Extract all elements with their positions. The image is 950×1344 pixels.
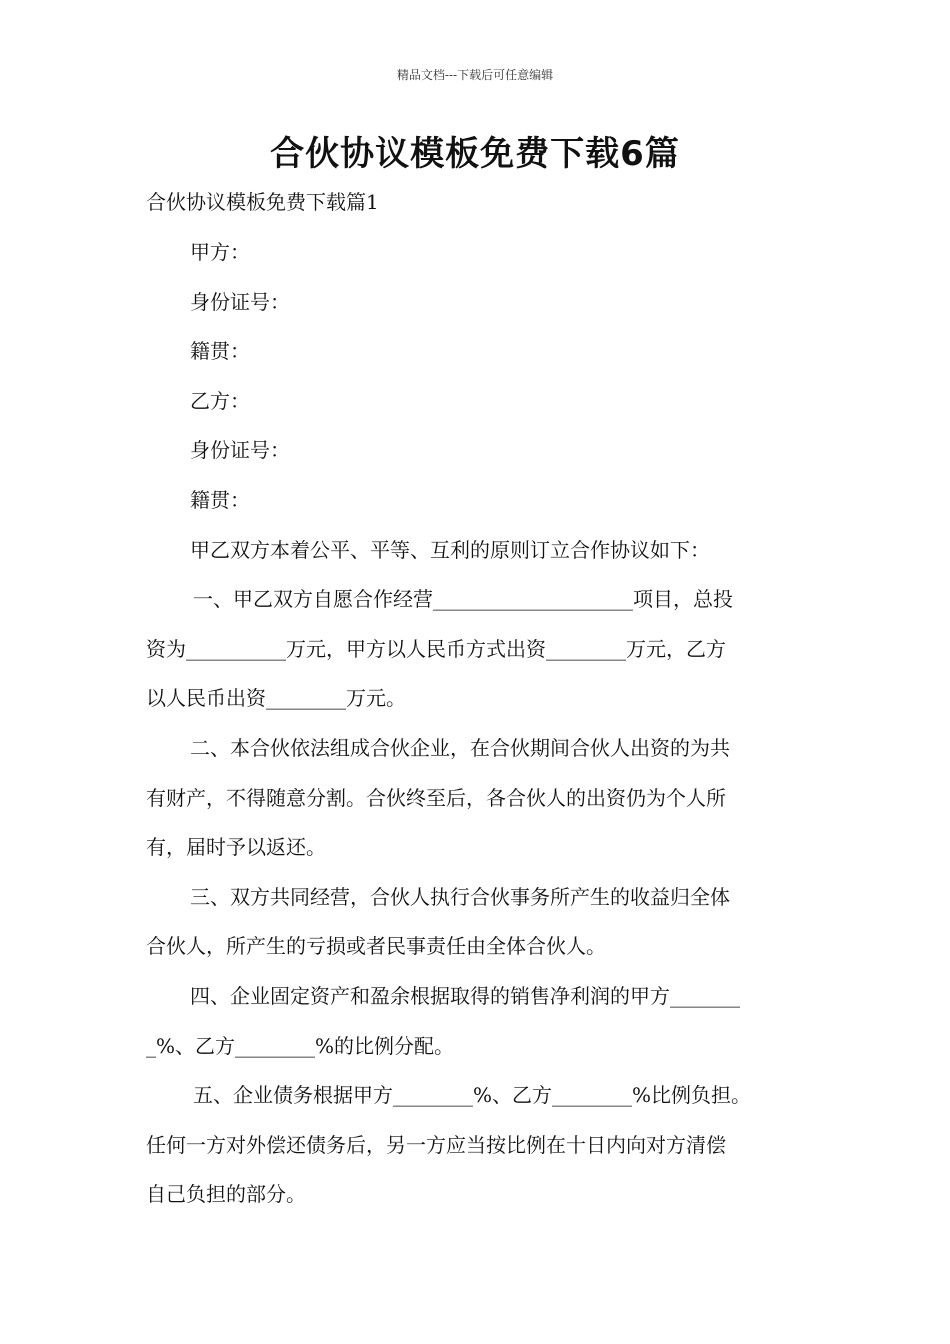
clause-1-line-3: 以人民币出资________万元。 [146, 686, 406, 711]
clause-5-line-2: 任何一方对外偿还债务后，另一方应当按比例在十日内向对方清偿 [146, 1132, 726, 1157]
clause-1-line-2: 资为__________万元，甲方以人民币方式出资________万元，乙方 [146, 636, 726, 661]
clause-5-line-1: 五、企业债务根据甲方________%、乙方________%比例负担。 [193, 1083, 752, 1108]
clause-2-line-3: 有，届时予以返还。 [146, 835, 326, 860]
clause-3-line-2: 合伙人，所产生的亏损或者民事责任由全体合伙人。 [146, 934, 606, 959]
clause-2-line-1: 二、本合伙依法组成合伙企业，在合伙期间合伙人出资的为共 [190, 735, 730, 760]
party-a-label: 甲方： [190, 240, 250, 264]
clause-2-line-2: 有财产，不得随意分割。合伙终至后，各合伙人的出资仍为个人所 [146, 785, 726, 810]
section-title: 合伙协议模板免费下载篇1 [146, 190, 379, 214]
document-body [146, 228, 806, 1220]
clause-3-line-1: 三、双方共同经营，合伙人执行合伙事务所产生的收益归全体 [190, 884, 730, 909]
clause-1-line-1: 一、甲乙双方自愿合作经营____________________项目，总投 [193, 587, 733, 612]
party-b-origin-label: 籍贯： [190, 487, 250, 512]
agreement-intro: 甲乙双方本着公平、平等、互利的原则订立合作协议如下： [190, 537, 710, 562]
header-note: 精品文档---下载后可任意编辑 [396, 68, 554, 82]
clause-4-line-1: 四、企业固定资产和盈余根据取得的销售净利润的甲方_______ [190, 983, 740, 1008]
clause-5-line-3: 自己负担的部分。 [146, 1182, 306, 1207]
party-b-label: 乙方： [190, 388, 250, 413]
clause-4-line-2: _%、乙方________%的比例分配。 [146, 1033, 455, 1058]
party-a-id-label: 身份证号： [190, 289, 290, 314]
party-a-origin-label: 籍贯： [190, 339, 250, 364]
document-title: 合伙协议模板免费下载6篇 [270, 134, 680, 174]
party-b-id-label: 身份证号： [190, 438, 290, 463]
